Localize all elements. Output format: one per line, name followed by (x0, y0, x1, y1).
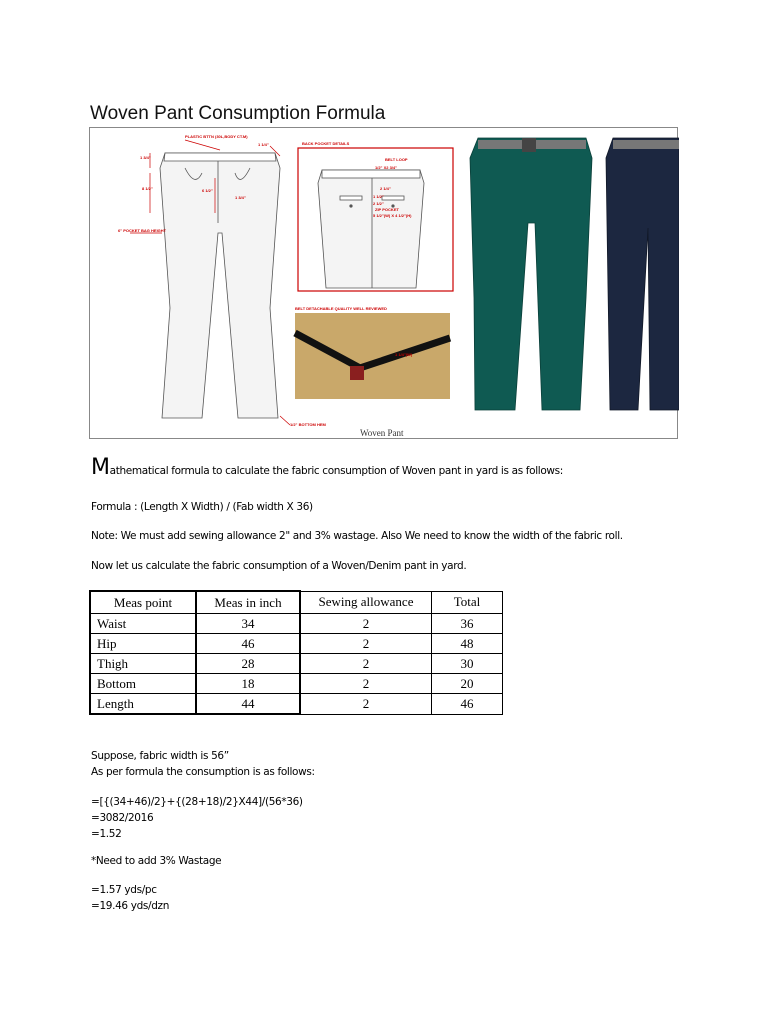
label-m2: 1 1/4" (258, 142, 269, 147)
suppose-line: Suppose, fabric width is 56” (91, 750, 229, 762)
label-m11: 5 1/2"(W) X 4 1/2"(H) (373, 213, 412, 218)
table-row (90, 694, 503, 715)
result-per-piece: =1.57 yds/pc (91, 884, 157, 896)
label-m8: 1 1/2" (373, 194, 384, 199)
cell-meas: 34 (196, 614, 300, 634)
page-title: Woven Pant Consumption Formula (90, 103, 386, 124)
cell-meas: 18 (196, 674, 300, 694)
intro-paragraph (91, 455, 563, 480)
intro-text: athematical formula to calculate the fabric consumption of Woven pant in yard is as follows: (109, 465, 563, 477)
cell-allowance: 2 (300, 674, 432, 694)
cell-allowance: 2 (300, 634, 432, 654)
calc-step-2: =3082/2016 (91, 812, 154, 824)
label-pocket-height: 6" POCKET BAG HEIGHT (118, 228, 167, 233)
table-row (90, 634, 503, 654)
calc-assumptions (91, 748, 315, 780)
label-bottom-hem: 1/2" BOTTOM HEM (290, 422, 326, 427)
formula-line: Formula : (Length X Width) / (Fab width X 36) (91, 501, 313, 513)
drop-cap: M (91, 455, 110, 480)
as-per-line: As per formula the consumption is as follows: (91, 766, 315, 778)
pant-technical-drawing (90, 128, 679, 440)
figure-caption: Woven Pant (360, 428, 404, 438)
cell-point: Bottom (90, 674, 196, 694)
wastage-line: *Need to add 3% Wastage (91, 855, 222, 867)
front-pant-sketch (160, 153, 280, 418)
header-meas-in-inch: Meas in inch (196, 591, 300, 614)
calc-steps (91, 794, 303, 842)
label-m10: ZIP POCKET (375, 207, 399, 212)
table-header-row (90, 591, 503, 614)
measurement-table (89, 590, 503, 715)
calc-step-3: =1.52 (91, 828, 122, 840)
label-plastic-button: PLASTIC BTTN (30L,BODY CT.M) (185, 134, 248, 139)
cell-total: 30 (432, 654, 503, 674)
cell-total: 46 (432, 694, 503, 715)
label-m4: 6 1/2" (202, 188, 213, 193)
label-m12: 1 1/4"(W) (395, 352, 413, 357)
cell-allowance: 2 (300, 694, 432, 715)
label-m6: 1/2" X2 3/4" (375, 165, 398, 170)
label-belt-note: BELT DETACHABLE QUALITY WELL REVIEWED (295, 306, 387, 311)
result-per-dozen: =19.46 yds/dzn (91, 900, 170, 912)
header-sewing-allowance: Sewing allowance (300, 591, 432, 614)
label-back-pocket: BACK POCKET DETAILS (302, 141, 350, 146)
table-row (90, 674, 503, 694)
teal-pant (470, 138, 592, 410)
table-row (90, 614, 503, 634)
label-belt-loop: BELT LOOP (385, 157, 408, 162)
calc-step-1: =[{(34+46)/2}+{(28+18)/2}X44]/(56*36) (91, 796, 303, 808)
label-m1: 1 3/4" (140, 155, 151, 160)
header-total: Total (432, 591, 503, 614)
back-pant-sketch (318, 170, 424, 288)
cell-meas: 28 (196, 654, 300, 674)
label-m3: 8 1/2" (142, 186, 153, 191)
header-meas-point: Meas point (90, 591, 196, 614)
cell-point: Thigh (90, 654, 196, 674)
cell-total: 20 (432, 674, 503, 694)
label-m7: 2 1/4" (380, 186, 391, 191)
now-line: Now let us calculate the fabric consumption of a Woven/Denim pant in yard. (91, 560, 467, 572)
cell-allowance: 2 (300, 654, 432, 674)
belt-photo (295, 313, 450, 399)
pant-illustration (89, 127, 678, 439)
cell-point: Waist (90, 614, 196, 634)
navy-pant (606, 138, 679, 410)
cell-point: Hip (90, 634, 196, 654)
cell-point: Length (90, 694, 196, 715)
label-m5: 1 3/4" (235, 195, 246, 200)
cell-total: 36 (432, 614, 503, 634)
cell-meas: 46 (196, 634, 300, 654)
calc-results (91, 882, 169, 914)
table-row (90, 654, 503, 674)
label-m9: 2 1/2" (373, 201, 384, 206)
cell-total: 48 (432, 634, 503, 654)
note-line: Note: We must add sewing allowance 2" and 3% wastage. Also We need to know the width of the fabric roll. (91, 530, 623, 542)
cell-meas: 44 (196, 694, 300, 715)
cell-allowance: 2 (300, 614, 432, 634)
